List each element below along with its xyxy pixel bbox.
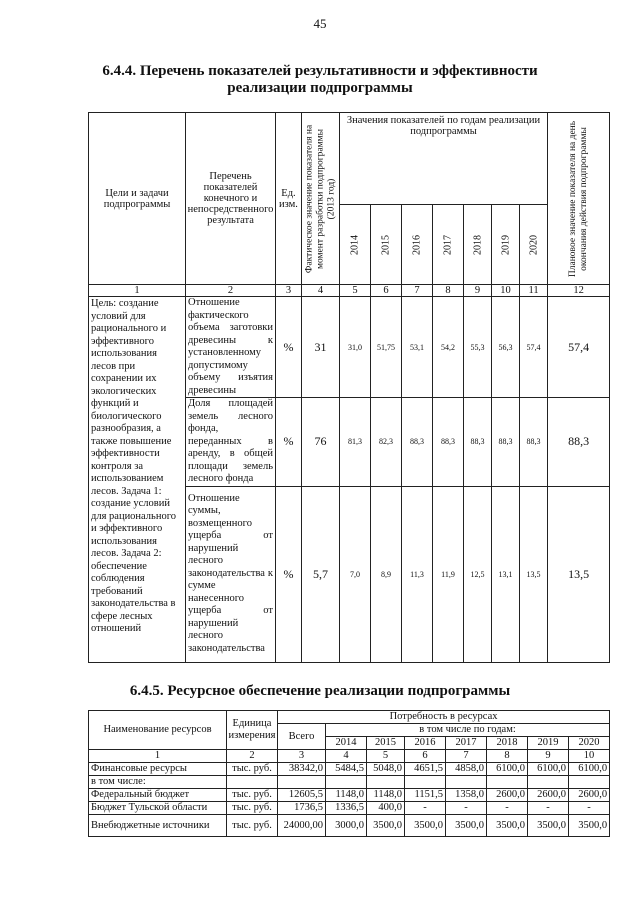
- resource-unit: тыс. руб.: [227, 763, 278, 776]
- col-number: 1: [89, 285, 186, 297]
- header-planned: Плановое значение показателя на день окончания действия подпрограммы: [548, 113, 610, 285]
- header-year: 2018: [464, 205, 492, 285]
- resource-total: 24000,00: [278, 815, 326, 837]
- header-year: 2016: [405, 737, 446, 750]
- indicator-year-value: 7,0: [340, 486, 371, 662]
- resource-year-value: [569, 776, 610, 789]
- indicator-year-value: 88,3: [402, 398, 433, 487]
- col-number: 7: [402, 285, 433, 297]
- resource-year-value: [446, 776, 487, 789]
- col-number: 5: [367, 750, 405, 763]
- header-by-years: Значения показателей по годам реализации подпрограммы: [340, 113, 548, 205]
- col-number: 9: [528, 750, 569, 763]
- table-row: [89, 815, 610, 837]
- indicator-year-value: 88,3: [520, 398, 548, 487]
- resource-year-value: 6100,0: [569, 763, 610, 776]
- resource-year-value: -: [446, 802, 487, 815]
- indicator-year-value: 11,9: [433, 486, 464, 662]
- indicator-year-value: 81,3: [340, 398, 371, 487]
- indicator-year-value: 12,5: [464, 486, 492, 662]
- col-number: 6: [405, 750, 446, 763]
- col-number: 8: [487, 750, 528, 763]
- col-number: 1: [89, 750, 227, 763]
- resource-year-value: 3500,0: [528, 815, 569, 837]
- col-number: 2: [186, 285, 276, 297]
- header-year: 2020: [569, 737, 610, 750]
- resource-year-value: 1336,5: [326, 802, 367, 815]
- indicator-year-value: 53,1: [402, 297, 433, 398]
- indicator-year-value: 88,3: [464, 398, 492, 487]
- resource-year-value: 4858,0: [446, 763, 487, 776]
- col-number: 10: [492, 285, 520, 297]
- header-total: Всего: [278, 724, 326, 750]
- table-row: [89, 297, 610, 398]
- indicator-name: Отношение фактического объема заготовки древесины к установленному допустимому объему изъятия древесины: [186, 297, 276, 398]
- header-goals: Цели и задачи подпрограммы: [89, 113, 186, 285]
- header-year: 2014: [326, 737, 367, 750]
- indicator-name: Отношение суммы, возмещенного ущерба от нарушений лесного законодательства к сумме нанесенного ущерба от нарушений лесного законодательства: [186, 486, 276, 662]
- resource-year-value: 1151,5: [405, 789, 446, 802]
- resource-year-value: 6100,0: [528, 763, 569, 776]
- indicator-year-value: 56,3: [492, 297, 520, 398]
- resource-name: Внебюджетные источники: [89, 815, 227, 837]
- indicator-unit: %: [276, 398, 302, 487]
- resource-name: Финансовые ресурсы: [89, 763, 227, 776]
- resource-year-value: 1148,0: [326, 789, 367, 802]
- indicators-table: [88, 112, 610, 663]
- indicator-year-value: 8,9: [371, 486, 402, 662]
- indicator-year-value: 57,4: [520, 297, 548, 398]
- resource-year-value: 1148,0: [367, 789, 405, 802]
- col-number: 12: [548, 285, 610, 297]
- col-number: 4: [302, 285, 340, 297]
- resource-total: 1736,5: [278, 802, 326, 815]
- resource-year-value: 3000,0: [326, 815, 367, 837]
- indicator-unit: %: [276, 297, 302, 398]
- resource-year-value: [326, 776, 367, 789]
- resources-table: [88, 710, 610, 837]
- goals-text: Цель: создание условий для рационального и эффективного использования лесов при сохранении их экологических функций и биологического разнообразия, а также повышение эффективности контроля за использованием лесов. Задача 1: создание условий для рационального и эффективного использования лесов. Задача 2: обеспечение соблюдения требований законодательства в сфере лесных отношений: [89, 297, 186, 663]
- resource-unit: [227, 776, 278, 789]
- resource-total: 12605,5: [278, 789, 326, 802]
- resource-year-value: 2600,0: [528, 789, 569, 802]
- resource-year-value: [487, 776, 528, 789]
- header-need: Потребность в ресурсах: [278, 711, 610, 724]
- resource-year-value: 5484,5: [326, 763, 367, 776]
- col-number: 2: [227, 750, 278, 763]
- header-year: 2017: [446, 737, 487, 750]
- table-row: [89, 802, 610, 815]
- resource-year-value: -: [569, 802, 610, 815]
- resource-year-value: -: [405, 802, 446, 815]
- indicator-planned: 88,3: [548, 398, 610, 487]
- indicator-planned: 57,4: [548, 297, 610, 398]
- header-year: 2014: [340, 205, 371, 285]
- resource-year-value: 1358,0: [446, 789, 487, 802]
- table-row: [89, 789, 610, 802]
- indicator-actual: 5,7: [302, 486, 340, 662]
- resource-year-value: [528, 776, 569, 789]
- resource-unit: тыс. руб.: [227, 802, 278, 815]
- resource-total: [278, 776, 326, 789]
- indicator-year-value: 31,0: [340, 297, 371, 398]
- indicator-year-value: 88,3: [492, 398, 520, 487]
- col-number: 4: [326, 750, 367, 763]
- header-year: 2015: [367, 737, 405, 750]
- title-line-2: реализации подпрограммы: [227, 80, 413, 96]
- indicator-year-value: 13,1: [492, 486, 520, 662]
- col-number: 9: [464, 285, 492, 297]
- header-resource: Наименование ресурсов: [89, 711, 227, 750]
- resource-unit: тыс. руб.: [227, 789, 278, 802]
- table-row: [89, 763, 610, 776]
- resource-name: в том числе:: [89, 776, 227, 789]
- indicator-year-value: 54,2: [433, 297, 464, 398]
- indicator-actual: 76: [302, 398, 340, 487]
- header-unit: Единица измерения: [227, 711, 278, 750]
- section-title-resources: 6.4.5. Ресурсное обеспечение реализации подпрограммы: [129, 683, 511, 699]
- header-year: 2019: [492, 205, 520, 285]
- indicator-year-value: 51,75: [371, 297, 402, 398]
- table-row: [89, 776, 610, 789]
- col-number: 6: [371, 285, 402, 297]
- col-number: 10: [569, 750, 610, 763]
- header-year: 2015: [371, 205, 402, 285]
- header-year: 2018: [487, 737, 528, 750]
- resource-year-value: 5048,0: [367, 763, 405, 776]
- header-year: 2017: [433, 205, 464, 285]
- indicator-planned: 13,5: [548, 486, 610, 662]
- header-indicators: Перечень показателей конечного и непосредственного результата: [186, 113, 276, 285]
- resource-year-value: -: [528, 802, 569, 815]
- resource-year-value: [367, 776, 405, 789]
- indicator-actual: 31: [302, 297, 340, 398]
- header-year: 2019: [528, 737, 569, 750]
- resource-year-value: -: [487, 802, 528, 815]
- resource-year-value: 3500,0: [569, 815, 610, 837]
- header-unit: Ед. изм.: [276, 113, 302, 285]
- resource-year-value: 3500,0: [487, 815, 528, 837]
- col-number: 3: [276, 285, 302, 297]
- indicator-year-value: 11,3: [402, 486, 433, 662]
- resource-name: Федеральный бюджет: [89, 789, 227, 802]
- header-year: 2016: [402, 205, 433, 285]
- col-number: 3: [278, 750, 326, 763]
- indicator-year-value: 55,3: [464, 297, 492, 398]
- indicator-name: Доля площадей земель лесного фонда, переданных в аренду, в общей площади земель лесного фонда: [186, 398, 276, 487]
- section-title-indicators: [60, 63, 580, 97]
- indicator-year-value: 13,5: [520, 486, 548, 662]
- resource-year-value: 400,0: [367, 802, 405, 815]
- resource-total: 38342,0: [278, 763, 326, 776]
- resource-year-value: 3500,0: [405, 815, 446, 837]
- page-number: 45: [313, 16, 327, 31]
- header-year: 2020: [520, 205, 548, 285]
- resource-year-value: 3500,0: [446, 815, 487, 837]
- col-number: 5: [340, 285, 371, 297]
- indicator-unit: %: [276, 486, 302, 662]
- indicator-year-value: 82,3: [371, 398, 402, 487]
- resource-year-value: 2600,0: [487, 789, 528, 802]
- resource-year-value: 6100,0: [487, 763, 528, 776]
- resource-year-value: 3500,0: [367, 815, 405, 837]
- col-number: 8: [433, 285, 464, 297]
- resource-year-value: [405, 776, 446, 789]
- col-number: 7: [446, 750, 487, 763]
- title-line-1: 6.4.4. Перечень показателей результативности и эффективности: [102, 63, 538, 79]
- resource-year-value: 2600,0: [569, 789, 610, 802]
- header-incl-years: в том числе по годам:: [326, 724, 610, 737]
- resource-year-value: 4651,5: [405, 763, 446, 776]
- indicator-year-value: 88,3: [433, 398, 464, 487]
- col-number: 11: [520, 285, 548, 297]
- resource-unit: тыс. руб.: [227, 815, 278, 837]
- header-actual: Фактическое значение показателя на момент разработки подпрограммы (2013 год): [302, 113, 340, 285]
- resource-name: Бюджет Тульской области: [89, 802, 227, 815]
